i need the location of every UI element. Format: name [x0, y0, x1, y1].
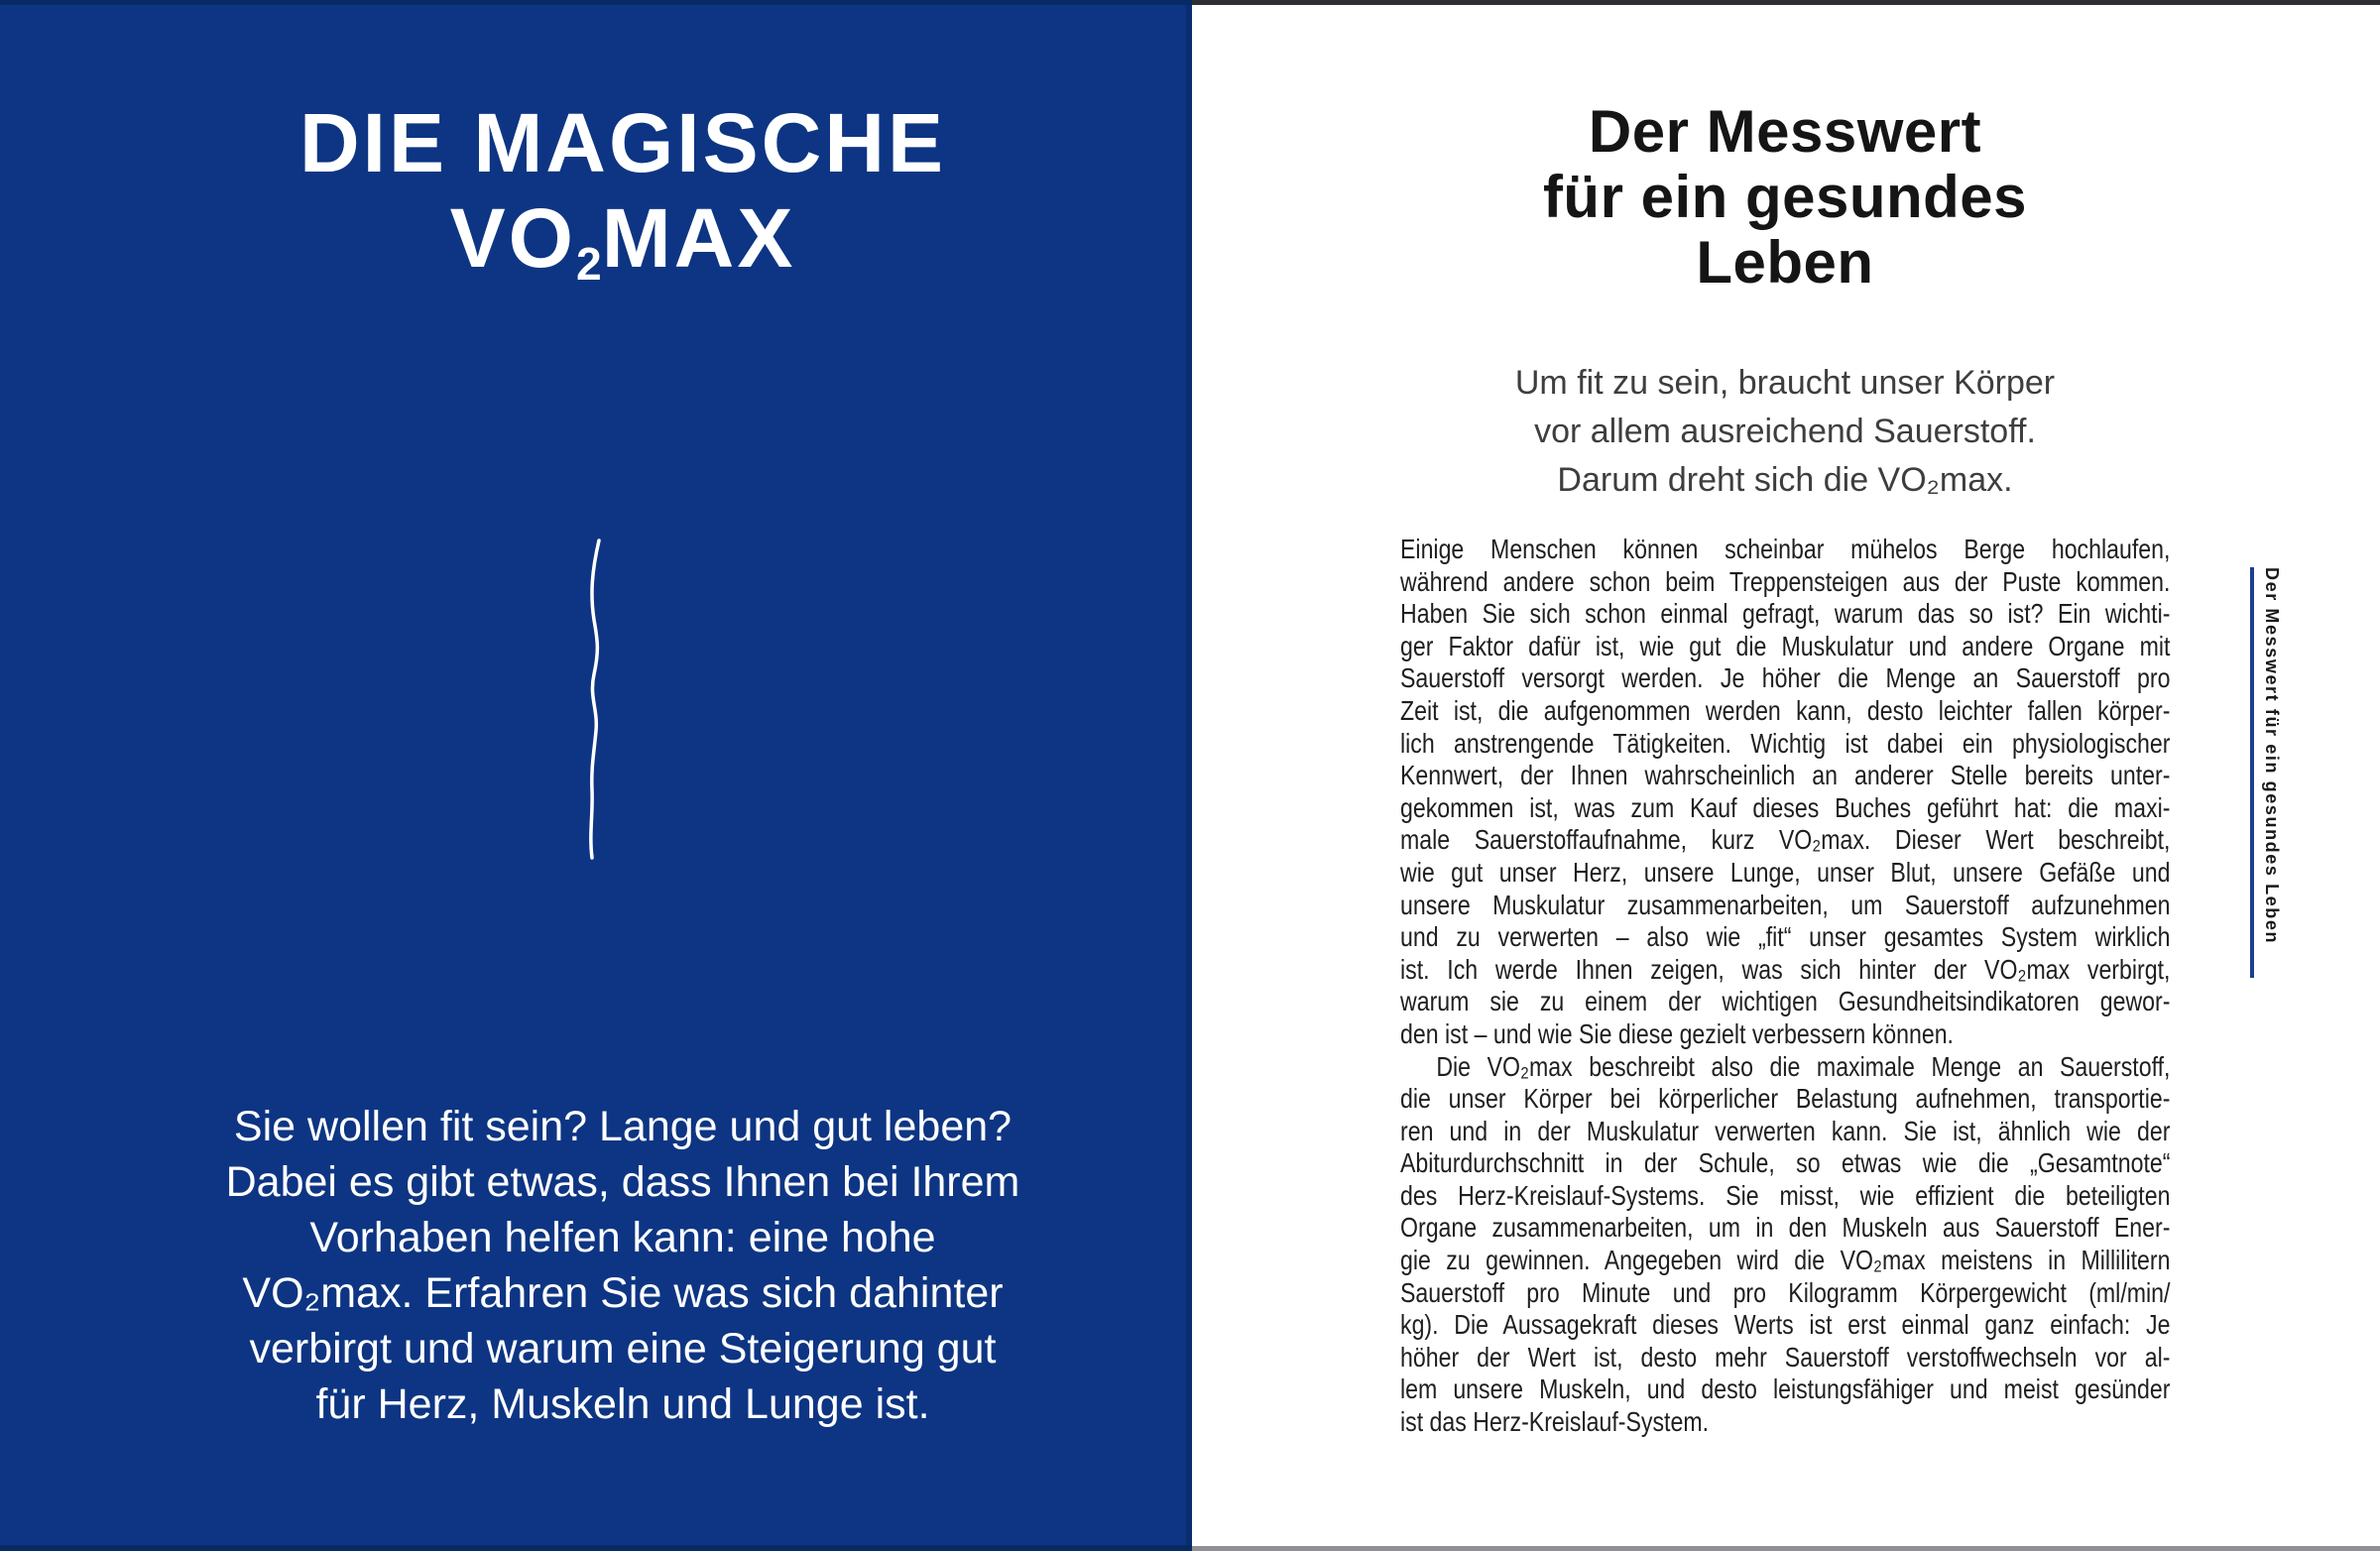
intro-line: für Herz, Muskeln und Lunge ist.	[315, 1380, 930, 1428]
body-line: höher der Wert ist, desto mehr Sauerstoff verstoffwechseln vor al-	[1400, 1341, 2171, 1372]
body-line: Kennwert, der Ihnen wahrscheinlich an anderer Stelle bereits unter-	[1400, 760, 2171, 791]
page-edge-top-right	[1192, 0, 2380, 5]
deck-line: Um fit zu sein, braucht unser Körper	[1514, 364, 2056, 402]
chapter-title-line2	[449, 191, 796, 290]
body-line: während andere schon beim Treppensteigen aus der Puste kommen.	[1400, 565, 2171, 597]
body-line: Organe zusammenarbeiten, um in den Muskeln aus Sauerstoff Ener-	[1400, 1212, 2171, 1244]
body-line: lich anstrengende Tätigkeiten. Wichtig ist dabei ein physiologischer	[1400, 727, 2171, 759]
body-line: ist das Herz-Kreislauf-System.	[1400, 1406, 1710, 1438]
page-edge-bottom-left	[0, 1545, 1192, 1551]
section-heading-line: für ein gesundes	[1542, 164, 2028, 230]
body-line: gekommen ist, was zum Kauf dieses Buches geführt hat: die maxi-	[1400, 791, 2171, 823]
intro-line: VO₂max. Erfahren Sie was sich dahinter	[242, 1269, 1004, 1317]
chapter-title	[0, 95, 1246, 311]
body-line: und zu verwerten – also wie „fit“ unser gesamtes System wirklich	[1400, 921, 2171, 953]
page-edge-bottom-right	[1192, 1546, 2380, 1551]
body-line: die unser Körper bei körperlicher Belastung aufnehmen, transportie-	[1400, 1083, 2171, 1115]
section-heading	[1400, 99, 2170, 296]
body-line: kg). Die Aussagekraft dieses Werts ist erst einmal ganz einfach: Je	[1400, 1309, 2171, 1341]
deck-line: vor allem ausreichend Sauerstoff.	[1534, 413, 2036, 450]
body-line: Die VO₂max beschreibt also die maximale Menge an Sauerstoff,	[1436, 1050, 2171, 1082]
body-line: warum sie zu einem der wichtigen Gesundheitsindikatoren gewor-	[1400, 986, 2171, 1017]
page-edge-top-left	[0, 0, 1192, 5]
squiggle-ornament-icon	[583, 538, 607, 862]
body-line: Haben Sie sich schon einmal gefragt, warum das so ist? Ein wichti-	[1400, 598, 2171, 630]
intro-line: Dabei es gibt etwas, dass Ihnen bei Ihrem	[225, 1158, 1020, 1206]
chapter-title-max: MAX	[601, 191, 796, 285]
section-deck	[1400, 359, 2170, 505]
running-header-vertical	[2250, 567, 2282, 978]
body-line: wie gut unser Herz, unsere Lunge, unser Blut, unsere Gefäße und	[1400, 856, 2171, 888]
body-line: gie zu gewinnen. Angegeben wird die VO₂max meistens in Millilitern	[1400, 1245, 2171, 1276]
body-line: Sauerstoff versorgt werden. Je höher die Menge an Sauerstoff pro	[1400, 662, 2171, 694]
body-text	[1400, 534, 2170, 1439]
chapter-title-vo: VO	[449, 191, 576, 285]
chapter-title-line1: DIE MAGISCHE	[298, 96, 947, 189]
body-line: ger Faktor dafür ist, wie gut die Muskulatur und andere Organe mit	[1400, 630, 2171, 661]
body-line: Sauerstoff pro Minute und pro Kilogramm Körpergewicht (ml/min/	[1400, 1276, 2171, 1308]
body-line: ren und in der Muskulatur verwerten kann. Sie ist, ähnlich wie der	[1400, 1115, 2171, 1146]
intro-line: Vorhaben helfen kann: eine hohe	[309, 1214, 936, 1261]
section-heading-line: Leben	[1696, 229, 1874, 296]
chapter-intro	[28, 1099, 1218, 1432]
deck-line: Darum dreht sich die VO₂max.	[1557, 461, 2013, 499]
body-line: ist. Ich werde Ihnen zeigen, was sich hinter der VO₂max verbirgt,	[1400, 953, 2171, 985]
body-line: unsere Muskulatur zusammenarbeiten, um Sauerstoff aufzunehmen	[1400, 889, 2171, 920]
body-line: Zeit ist, die aufgenommen werden kann, desto leichter fallen körper-	[1400, 694, 2171, 726]
running-header-text: Der Messwert für ein gesundes Leben	[2262, 567, 2282, 945]
page-gutter-line	[1186, 0, 1192, 1551]
body-line: den ist – und wie Sie diese gezielt verbessern können.	[1400, 1017, 1954, 1049]
body-line: des Herz-Kreislauf-Systems. Sie misst, wie effizient die beteiligten	[1400, 1179, 2171, 1211]
body-line: Einige Menschen können scheinbar mühelos Berge hochlaufen,	[1400, 534, 2171, 564]
body-line: male Sauerstoffaufnahme, kurz VO₂max. Dieser Wert beschreibt,	[1400, 824, 2171, 856]
intro-line: Sie wollen fit sein? Lange und gut leben?	[233, 1103, 1012, 1150]
body-line: lem unsere Muskeln, und desto leistungsfähiger und meist gesünder	[1400, 1373, 2171, 1405]
right-page	[1192, 0, 2380, 1551]
intro-line: verbirgt und warum eine Steigerung gut	[249, 1325, 997, 1372]
section-heading-line: Der Messwert	[1588, 98, 1982, 165]
subscript-2: 2	[576, 237, 602, 290]
body-line: Abiturdurchschnitt in der Schule, so etwas wie die „Gesamtnote“	[1400, 1147, 2171, 1179]
